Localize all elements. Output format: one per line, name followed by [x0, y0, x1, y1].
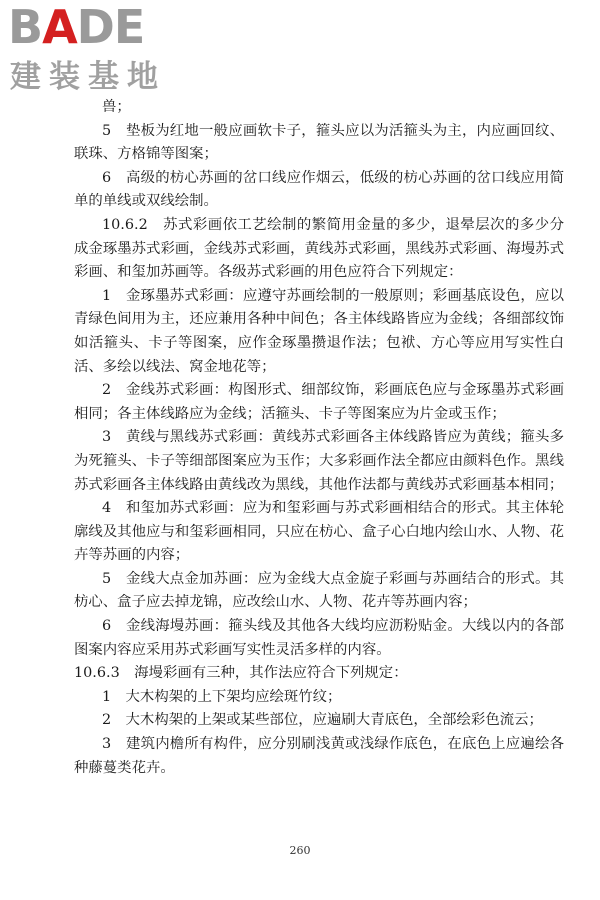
paragraph-fragment: 兽； [102, 99, 131, 115]
clause-10-6-2-item-5: 5 金线大点金加苏画：应为金线大点金旋子彩画与苏画结合的形式。其枋心、盒子应去掉龙锦，应改绘山水、人物、花卉等苏画内容； [74, 570, 564, 611]
logo-chinese-name: 建装基地 [10, 59, 166, 95]
clause-10-6-3-item-2: 2 大木构架的上架或某些部位，应遍刷大青底色，全部绘彩色流云； [102, 712, 543, 729]
paragraph-item-6: 6 高级的枋心苏画的岔口线应作烟云，低级的枋心苏画的岔口线应用简单的单线或双线绘制。 [74, 169, 564, 210]
clause-10-6-3-item-1: 1 大木构架的上下架均应绘斑竹纹； [102, 688, 342, 705]
clause-10-6-2-item-1: 1 金琢墨苏式彩画：应遵守苏画绘制的一般原则；彩画基底设色，应以青绿色间用为主，还应兼用各种中间色；各主体线路皆应为金线；各细部纹饰如活箍头、卡子等图案，应作金琢墨攒退作法；包袱、方心等应用写实性白活、多绘以线法、窝金地花等； [74, 287, 564, 375]
clause-10-6-2-item-6: 6 金线海墁苏画：箍头线及其他各大线均应沥粉贴金。大线以内的各部图案内容应采用苏式彩画写实性灵活多样的内容。 [74, 618, 564, 658]
logo-letter-a-mark: A [42, 0, 77, 54]
clause-10-6-2-item-3: 3 黄线与黑线苏式彩画：黄线苏式彩画各主体线路皆应为黄线；箍头多为死箍头、卡子等细部图案应为玉作；大多彩画作法全都应由颜料色作。黑线苏式彩画各主体线路由黄线改为黑线，其他作法都与黄线苏式彩画基本相同； [74, 429, 564, 493]
clause-10-6-3: 10.6.3 海墁彩画有三种，其作法应符合下列规定： [74, 665, 408, 682]
logo-letters-de: DE [76, 0, 145, 54]
document-body [74, 96, 564, 780]
clause-10-6-2-item-2: 2 金线苏式彩画：构图形式、细部纹饰，彩画底色应与金琢墨苏式彩画相同；各主体线路应为金线；活箍头、卡子等图案应为片金或玉作； [74, 382, 564, 422]
bade-logo [8, 0, 178, 100]
clause-10-6-2-item-4: 4 和玺加苏式彩画：应为和玺彩画与苏式彩画相结合的形式。其主体轮廓线及其他应与和玺彩画相同，只应在枋心、盒子心白地内绘山水、人物、花卉等苏画的内容； [74, 500, 564, 564]
paragraph-item-5: 5 垫板为红地一般应画软卡子，箍头应以为活箍头为主，内应画回纹、联珠、方格锦等图案； [74, 122, 564, 163]
clause-10-6-3-item-3: 3 建筑内檐所有构件，应分别刷浅黄或浅绿作底色，在底色上应遍绘各种藤蔓类花卉。 [74, 736, 564, 776]
clause-10-6-2: 10.6.2 苏式彩画依工艺绘制的繁简用金量的多少，退晕层次的多少分成金琢墨苏式彩画，金线苏式彩画，黄线苏式彩画，黑线苏式彩画、海墁苏式彩画、和玺加苏画等。各级苏式彩画的用色应符合下列规定： [74, 216, 564, 281]
logo-letter-b: B [8, 0, 43, 54]
logo-wordmark [8, 0, 145, 54]
page-number: 260 [289, 844, 311, 857]
